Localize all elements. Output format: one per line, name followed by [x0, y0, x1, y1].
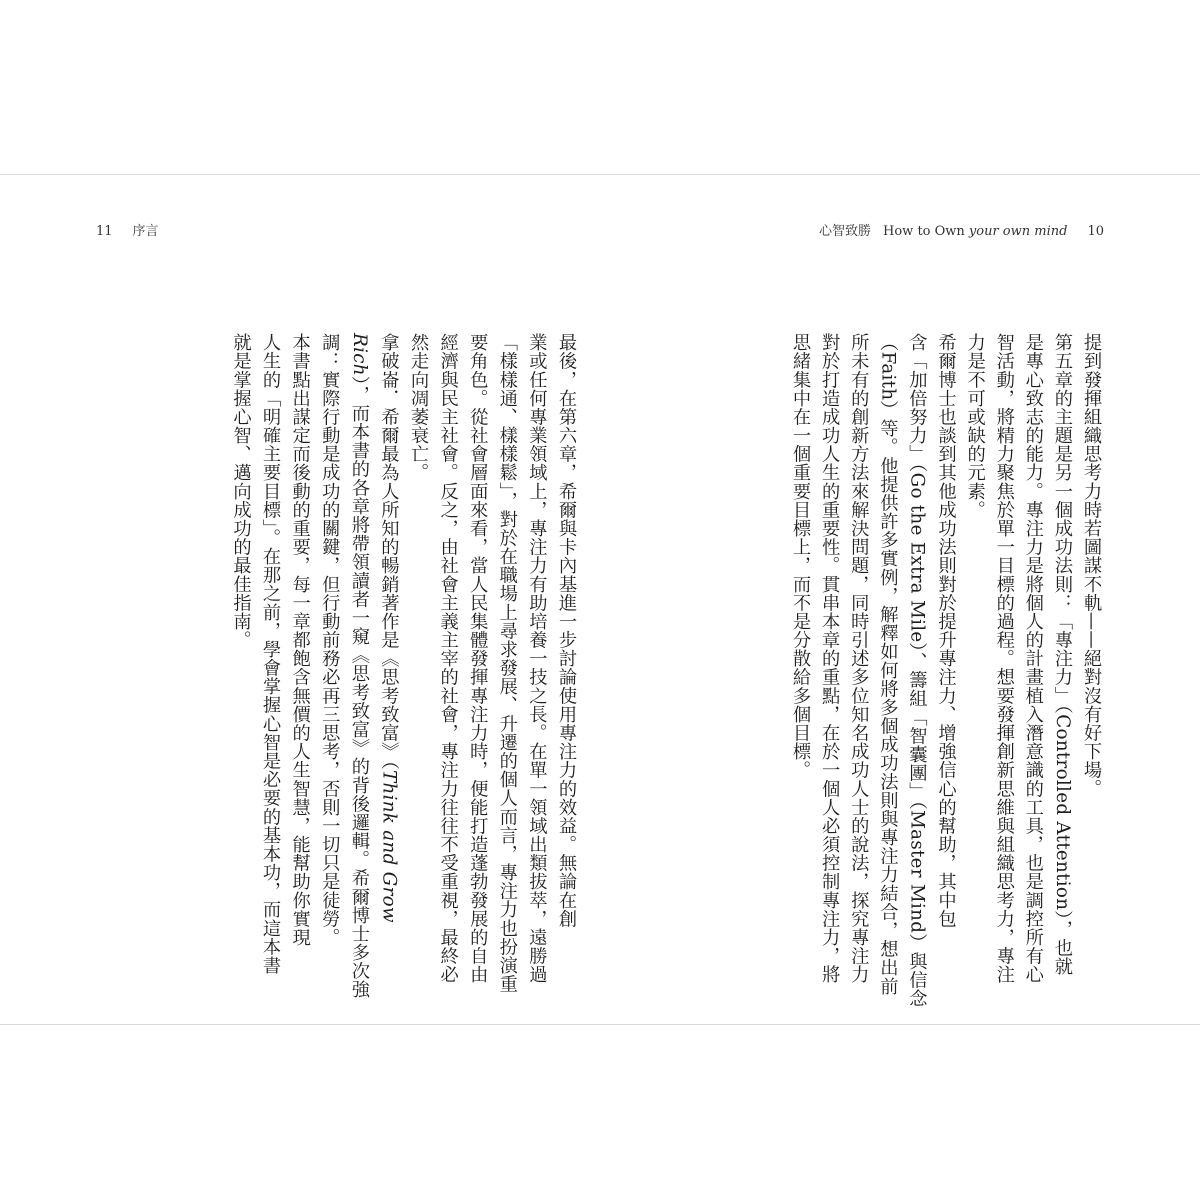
text-column: 第五章的主題是另一個成功法則：「專注力」（Controlled Attention），也就	[1051, 333, 1073, 976]
top-divider	[0, 174, 1200, 175]
text-column: 本書點出謀定而後動的重要，每一章都飽含無價的人生智慧，能幫助你實現	[289, 333, 311, 947]
text-column: 業或任何專業領域上，專注力有助培養一技之長。在單一領域出類拔萃，遠勝過	[526, 333, 548, 984]
left-page-body	[90, 333, 577, 999]
text-column: 最後，在第六章，希爾與卡內基進一步討論使用專注力的效益。無論在創	[556, 333, 577, 928]
text-column: 力是不可或缺的元素。	[964, 333, 986, 519]
right-page-header	[819, 222, 1104, 242]
left-page-header	[96, 222, 159, 242]
text-column: 思緒集中在一個重要目標上，而不是分散給多個目標。	[790, 333, 812, 780]
right-english-title	[883, 222, 1067, 242]
right-page-number: 10	[1087, 224, 1104, 239]
text-column: 調：實際行動是成功的關鍵，但行動前務必再三思考，否則一切只是徒勞。	[319, 333, 341, 947]
text-column: 提到發揮組織思考力時若圖謀不軌——絕對沒有好下場。	[1081, 333, 1102, 798]
left-page-number: 11	[96, 224, 113, 239]
text-column: 人生的「明確主要目標」。在那之前，學會掌握心智是必要的基本功，而這本書	[260, 333, 282, 975]
right-book-title: 心智致勝	[819, 224, 872, 239]
right-page-body	[700, 333, 1102, 1008]
text-column: 拿破崙．希爾最為人所知的暢銷著作是《思考致富》（Think and Grow	[378, 333, 400, 923]
text-column: 要角色。從社會層面來看，當人民集體發揮專注力時，便能打造蓬勃發展的自由	[467, 333, 489, 984]
text-column: 含「加倍努力」（Go the Extra Mile）、籌組「智囊團」（Master Mind）與信念	[906, 333, 928, 1008]
text-column: 「樣樣通、樣樣鬆」，對於在職場上尋求發展、升遷的個人而言，專注力也扮演重	[496, 333, 518, 994]
text-column: 智活動，將精力聚焦於單一目標的過程。想要發揮創新思維與組織思考力，專注	[993, 333, 1015, 984]
bottom-divider	[0, 1024, 1200, 1025]
text-column: Rich），而本書的各章將帶領讀者一窺《思考致富》的背後邏輯。希爾博士多次強	[348, 333, 370, 999]
english-title-italic: your own mind	[968, 224, 1068, 239]
text-column: 然走向凋萎衰亡。	[408, 333, 430, 482]
text-column: 就是掌握心智、邁向成功的最佳指南。	[230, 333, 252, 650]
text-column: （Faith）等。他提供許多實例，解釋如何將多個成功法則與專注力結合，想出前	[877, 333, 899, 996]
english-title-roman: How to Own	[883, 224, 965, 239]
text-column: 經濟與民主社會。反之，由社會主義主宰的社會，專注力往往不受重視，最終必	[437, 333, 459, 984]
text-column: 是專心致志的能力。專注力是將個人的計畫植入潛意識的工具，也是調控所有心	[1022, 333, 1044, 984]
text-column: 所未有的創新方法來解決問題，同時引述多位知名成功人士的說法，探究專注力	[848, 333, 870, 984]
text-column: 希爾博士也談到其他成功法則對於提升專注力、增強信心的幫助，其中包	[935, 333, 957, 928]
text-column: 對於打造成功人生的重要性。貫串本章的重點，在於一個人必須控制專注力，將	[819, 333, 841, 984]
left-section-title: 序言	[132, 224, 159, 239]
